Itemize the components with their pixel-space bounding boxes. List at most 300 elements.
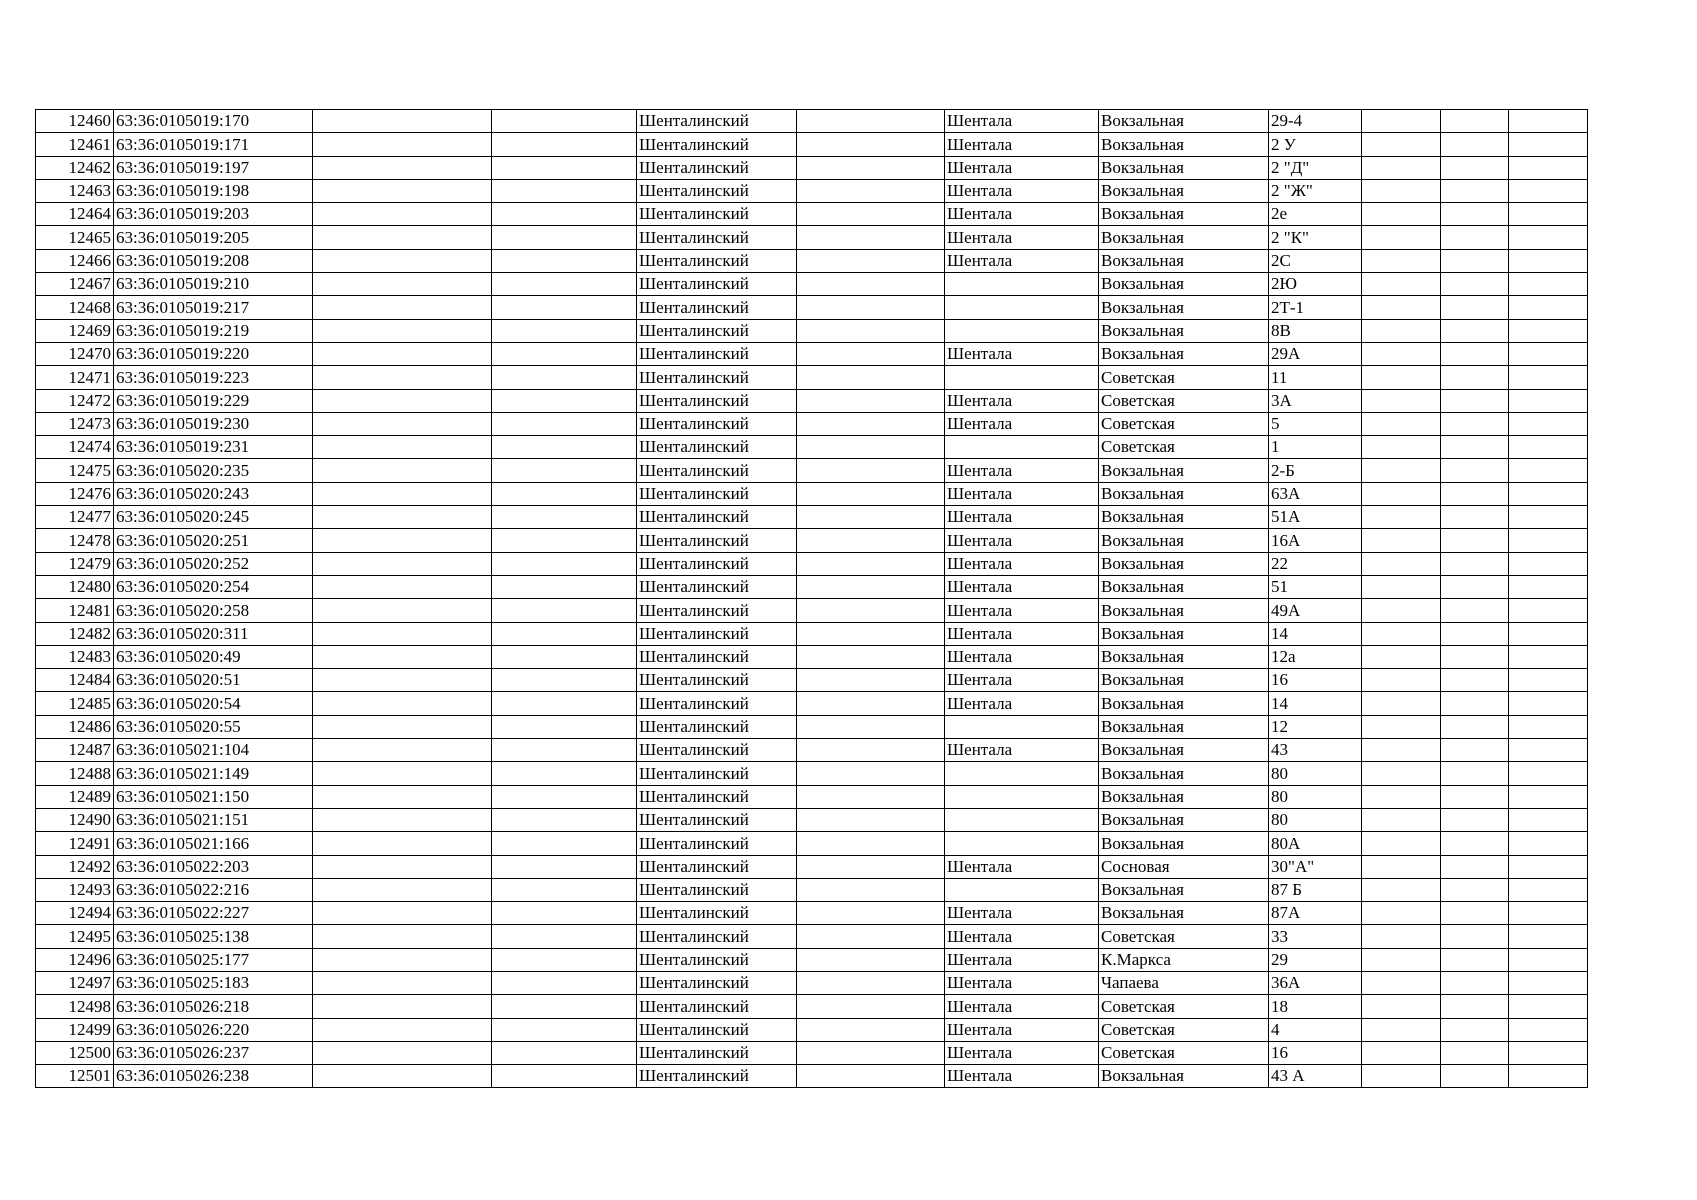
empty-cell [492,342,637,365]
table-body [36,110,1588,1088]
empty-cell [1509,878,1588,901]
empty-cell [797,1018,945,1041]
locality-cell: Шентала [945,599,1099,622]
row-number: 12464 [36,203,114,226]
empty-cell [1441,226,1509,249]
table-row [36,366,1588,389]
house-number-cell: 16 [1269,1041,1362,1064]
empty-cell [1441,575,1509,598]
row-number: 12496 [36,948,114,971]
empty-cell [1509,622,1588,645]
row-number: 12475 [36,459,114,482]
table-row [36,156,1588,179]
empty-cell [1441,855,1509,878]
street-cell: Вокзальная [1099,599,1269,622]
street-cell: Вокзальная [1099,110,1269,133]
district-cell: Шенталинский [637,273,797,296]
empty-cell [313,110,492,133]
table-row [36,855,1588,878]
cadastral-number: 63:36:0105022:203 [114,855,313,878]
empty-cell [1362,669,1441,692]
table-row [36,669,1588,692]
empty-cell [1441,832,1509,855]
empty-cell [797,971,945,994]
cadastral-number: 63:36:0105019:170 [114,110,313,133]
locality-cell: Шентала [945,156,1099,179]
empty-cell [1362,575,1441,598]
empty-cell [492,902,637,925]
empty-cell [1441,785,1509,808]
empty-cell [1362,110,1441,133]
cadastral-number: 63:36:0105026:218 [114,995,313,1018]
empty-cell [1509,459,1588,482]
empty-cell [1362,226,1441,249]
cadastral-number: 63:36:0105021:166 [114,832,313,855]
empty-cell [1362,366,1441,389]
empty-cell [492,669,637,692]
district-cell: Шенталинский [637,925,797,948]
cadastral-number: 63:36:0105020:252 [114,552,313,575]
table-row [36,832,1588,855]
district-cell: Шенталинский [637,832,797,855]
street-cell: К.Маркса [1099,948,1269,971]
row-number: 12499 [36,1018,114,1041]
row-number: 12473 [36,412,114,435]
street-cell: Вокзальная [1099,1065,1269,1088]
empty-cell [797,762,945,785]
cadastral-number: 63:36:0105020:311 [114,622,313,645]
row-number: 12501 [36,1065,114,1088]
empty-cell [1441,878,1509,901]
district-cell: Шенталинский [637,715,797,738]
table-row [36,342,1588,365]
empty-cell [492,482,637,505]
row-number: 12485 [36,692,114,715]
house-number-cell: 29А [1269,342,1362,365]
district-cell: Шенталинский [637,855,797,878]
empty-cell [797,506,945,529]
locality-cell: Шентала [945,459,1099,482]
empty-cell [797,692,945,715]
empty-cell [1509,529,1588,552]
district-cell: Шенталинский [637,552,797,575]
empty-cell [1362,342,1441,365]
empty-cell [797,925,945,948]
house-number-cell: 3А [1269,389,1362,412]
empty-cell [1362,808,1441,831]
cadastral-number: 63:36:0105025:183 [114,971,313,994]
empty-cell [313,412,492,435]
table-row [36,133,1588,156]
empty-cell [1441,762,1509,785]
district-cell: Шенталинский [637,529,797,552]
house-number-cell: 80 [1269,808,1362,831]
house-number-cell: 29-4 [1269,110,1362,133]
row-number: 12463 [36,179,114,202]
empty-cell [1441,971,1509,994]
empty-cell [1362,995,1441,1018]
empty-cell [1441,552,1509,575]
empty-cell [1362,319,1441,342]
street-cell: Вокзальная [1099,878,1269,901]
house-number-cell: 30"А" [1269,855,1362,878]
empty-cell [492,1065,637,1088]
empty-cell [313,785,492,808]
empty-cell [313,669,492,692]
house-number-cell: 33 [1269,925,1362,948]
empty-cell [1509,389,1588,412]
empty-cell [492,715,637,738]
empty-cell [1441,506,1509,529]
house-number-cell: 2е [1269,203,1362,226]
district-cell: Шенталинский [637,692,797,715]
house-number-cell: 2 "К" [1269,226,1362,249]
empty-cell [313,1018,492,1041]
empty-cell [1441,645,1509,668]
row-number: 12491 [36,832,114,855]
empty-cell [492,878,637,901]
empty-cell [1362,622,1441,645]
locality-cell: Шентала [945,622,1099,645]
empty-cell [1441,1065,1509,1088]
empty-cell [313,203,492,226]
street-cell: Вокзальная [1099,808,1269,831]
row-number: 12469 [36,319,114,342]
table-row [36,599,1588,622]
street-cell: Советская [1099,389,1269,412]
empty-cell [797,296,945,319]
empty-cell [797,669,945,692]
empty-cell [797,482,945,505]
district-cell: Шенталинский [637,622,797,645]
empty-cell [313,832,492,855]
table-row [36,785,1588,808]
empty-cell [797,948,945,971]
empty-cell [1441,622,1509,645]
district-cell: Шенталинский [637,203,797,226]
table-row [36,296,1588,319]
empty-cell [313,622,492,645]
house-number-cell: 36А [1269,971,1362,994]
cadastral-number: 63:36:0105026:220 [114,1018,313,1041]
locality-cell [945,785,1099,808]
cadastral-number: 63:36:0105021:149 [114,762,313,785]
empty-cell [1509,296,1588,319]
table-row [36,529,1588,552]
table-row [36,482,1588,505]
empty-cell [797,995,945,1018]
empty-cell [1509,436,1588,459]
cadastral-number: 63:36:0105019:223 [114,366,313,389]
empty-cell [797,575,945,598]
street-cell: Советская [1099,436,1269,459]
empty-cell [313,249,492,272]
empty-cell [797,133,945,156]
district-cell: Шенталинский [637,459,797,482]
empty-cell [313,1065,492,1088]
district-cell: Шенталинский [637,902,797,925]
street-cell: Вокзальная [1099,156,1269,179]
empty-cell [1441,296,1509,319]
table-row [36,971,1588,994]
district-cell: Шенталинский [637,948,797,971]
empty-cell [492,832,637,855]
empty-cell [1509,1065,1588,1088]
empty-cell [797,832,945,855]
empty-cell [797,1041,945,1064]
locality-cell [945,273,1099,296]
locality-cell: Шентала [945,110,1099,133]
empty-cell [1509,110,1588,133]
house-number-cell: 12 [1269,715,1362,738]
empty-cell [797,110,945,133]
empty-cell [1362,832,1441,855]
district-cell: Шенталинский [637,133,797,156]
empty-cell [492,645,637,668]
empty-cell [492,529,637,552]
empty-cell [313,995,492,1018]
empty-cell [1362,482,1441,505]
empty-cell [1509,506,1588,529]
empty-cell [797,552,945,575]
empty-cell [313,762,492,785]
row-number: 12487 [36,739,114,762]
empty-cell [492,319,637,342]
row-number: 12495 [36,925,114,948]
row-number: 12488 [36,762,114,785]
row-number: 12477 [36,506,114,529]
empty-cell [1509,645,1588,668]
empty-cell [1362,785,1441,808]
district-cell: Шенталинский [637,1041,797,1064]
district-cell: Шенталинский [637,436,797,459]
house-number-cell: 80 [1269,762,1362,785]
empty-cell [313,529,492,552]
empty-cell [1362,715,1441,738]
district-cell: Шенталинский [637,342,797,365]
locality-cell: Шентала [945,389,1099,412]
empty-cell [1509,319,1588,342]
empty-cell [313,692,492,715]
street-cell: Советская [1099,412,1269,435]
empty-cell [492,855,637,878]
cadastral-number: 63:36:0105020:243 [114,482,313,505]
row-number: 12490 [36,808,114,831]
empty-cell [1509,552,1588,575]
empty-cell [797,389,945,412]
row-number: 12489 [36,785,114,808]
district-cell: Шенталинский [637,226,797,249]
district-cell: Шенталинский [637,575,797,598]
cadastral-number: 63:36:0105020:55 [114,715,313,738]
empty-cell [1441,995,1509,1018]
table-row [36,203,1588,226]
locality-cell: Шентала [945,971,1099,994]
empty-cell [1441,459,1509,482]
row-number: 12472 [36,389,114,412]
empty-cell [313,878,492,901]
empty-cell [1509,249,1588,272]
street-cell: Вокзальная [1099,902,1269,925]
district-cell: Шенталинский [637,179,797,202]
cadastral-number: 63:36:0105019:217 [114,296,313,319]
district-cell: Шенталинский [637,1018,797,1041]
empty-cell [1441,739,1509,762]
district-cell: Шенталинский [637,296,797,319]
district-cell: Шенталинский [637,762,797,785]
locality-cell: Шентала [945,226,1099,249]
empty-cell [1441,948,1509,971]
empty-cell [492,506,637,529]
empty-cell [1441,1018,1509,1041]
empty-cell [797,902,945,925]
locality-cell: Шентала [945,552,1099,575]
locality-cell [945,366,1099,389]
empty-cell [313,552,492,575]
table-row [36,925,1588,948]
house-number-cell: 2 "Ж" [1269,179,1362,202]
empty-cell [797,622,945,645]
row-number: 12470 [36,342,114,365]
empty-cell [1441,179,1509,202]
empty-cell [1509,948,1588,971]
empty-cell [1441,692,1509,715]
district-cell: Шенталинский [637,669,797,692]
empty-cell [492,552,637,575]
district-cell: Шенталинский [637,366,797,389]
empty-cell [1441,808,1509,831]
street-cell: Вокзальная [1099,226,1269,249]
empty-cell [492,925,637,948]
district-cell: Шенталинский [637,249,797,272]
cadastral-number: 63:36:0105019:219 [114,319,313,342]
empty-cell [313,459,492,482]
empty-cell [1362,762,1441,785]
empty-cell [313,366,492,389]
empty-cell [1362,296,1441,319]
row-number: 12467 [36,273,114,296]
empty-cell [797,855,945,878]
empty-cell [1509,1018,1588,1041]
street-cell: Вокзальная [1099,552,1269,575]
empty-cell [797,412,945,435]
row-number: 12460 [36,110,114,133]
locality-cell: Шентала [945,412,1099,435]
street-cell: Вокзальная [1099,133,1269,156]
empty-cell [313,506,492,529]
empty-cell [492,296,637,319]
empty-cell [1362,645,1441,668]
row-number: 12497 [36,971,114,994]
house-number-cell: 11 [1269,366,1362,389]
cadastral-number: 63:36:0105019:197 [114,156,313,179]
table-row [36,1041,1588,1064]
empty-cell [313,436,492,459]
empty-cell [1362,902,1441,925]
row-number: 12481 [36,599,114,622]
house-number-cell: 1 [1269,436,1362,459]
row-number: 12483 [36,645,114,668]
empty-cell [1362,529,1441,552]
house-number-cell: 80 [1269,785,1362,808]
locality-cell: Шентала [945,133,1099,156]
cadastral-number: 63:36:0105020:251 [114,529,313,552]
empty-cell [492,273,637,296]
row-number: 12494 [36,902,114,925]
house-number-cell: 5 [1269,412,1362,435]
empty-cell [492,249,637,272]
house-number-cell: 29 [1269,948,1362,971]
district-cell: Шенталинский [637,971,797,994]
street-cell: Вокзальная [1099,669,1269,692]
street-cell: Чапаева [1099,971,1269,994]
street-cell: Вокзальная [1099,459,1269,482]
district-cell: Шенталинский [637,645,797,668]
cadastral-number: 63:36:0105021:104 [114,739,313,762]
row-number: 12466 [36,249,114,272]
empty-cell [1509,995,1588,1018]
locality-cell: Шентала [945,1065,1099,1088]
empty-cell [797,785,945,808]
empty-cell [1441,389,1509,412]
empty-cell [313,1041,492,1064]
empty-cell [313,179,492,202]
empty-cell [1441,319,1509,342]
empty-cell [1441,436,1509,459]
cadastral-number: 63:36:0105020:54 [114,692,313,715]
empty-cell [1441,366,1509,389]
empty-cell [313,739,492,762]
row-number: 12498 [36,995,114,1018]
house-number-cell: 2Т-1 [1269,296,1362,319]
house-number-cell: 63А [1269,482,1362,505]
empty-cell [797,203,945,226]
empty-cell [313,226,492,249]
empty-cell [1509,762,1588,785]
empty-cell [492,412,637,435]
empty-cell [797,156,945,179]
empty-cell [1441,412,1509,435]
district-cell: Шенталинский [637,599,797,622]
empty-cell [1509,575,1588,598]
street-cell: Вокзальная [1099,529,1269,552]
locality-cell: Шентала [945,203,1099,226]
house-number-cell: 2-Б [1269,459,1362,482]
street-cell: Советская [1099,925,1269,948]
locality-cell: Шентала [945,575,1099,598]
table-row [36,249,1588,272]
empty-cell [1509,133,1588,156]
locality-cell: Шентала [945,669,1099,692]
locality-cell [945,808,1099,831]
empty-cell [492,692,637,715]
empty-cell [1509,203,1588,226]
locality-cell [945,436,1099,459]
cadastral-number: 63:36:0105025:177 [114,948,313,971]
house-number-cell: 2С [1269,249,1362,272]
empty-cell [1509,226,1588,249]
empty-cell [1441,482,1509,505]
street-cell: Советская [1099,1041,1269,1064]
house-number-cell: 2Ю [1269,273,1362,296]
table-row [36,110,1588,133]
street-cell: Вокзальная [1099,203,1269,226]
cadastral-number: 63:36:0105019:230 [114,412,313,435]
empty-cell [1362,971,1441,994]
empty-cell [797,179,945,202]
house-number-cell: 43 А [1269,1065,1362,1088]
locality-cell: Шентала [945,482,1099,505]
